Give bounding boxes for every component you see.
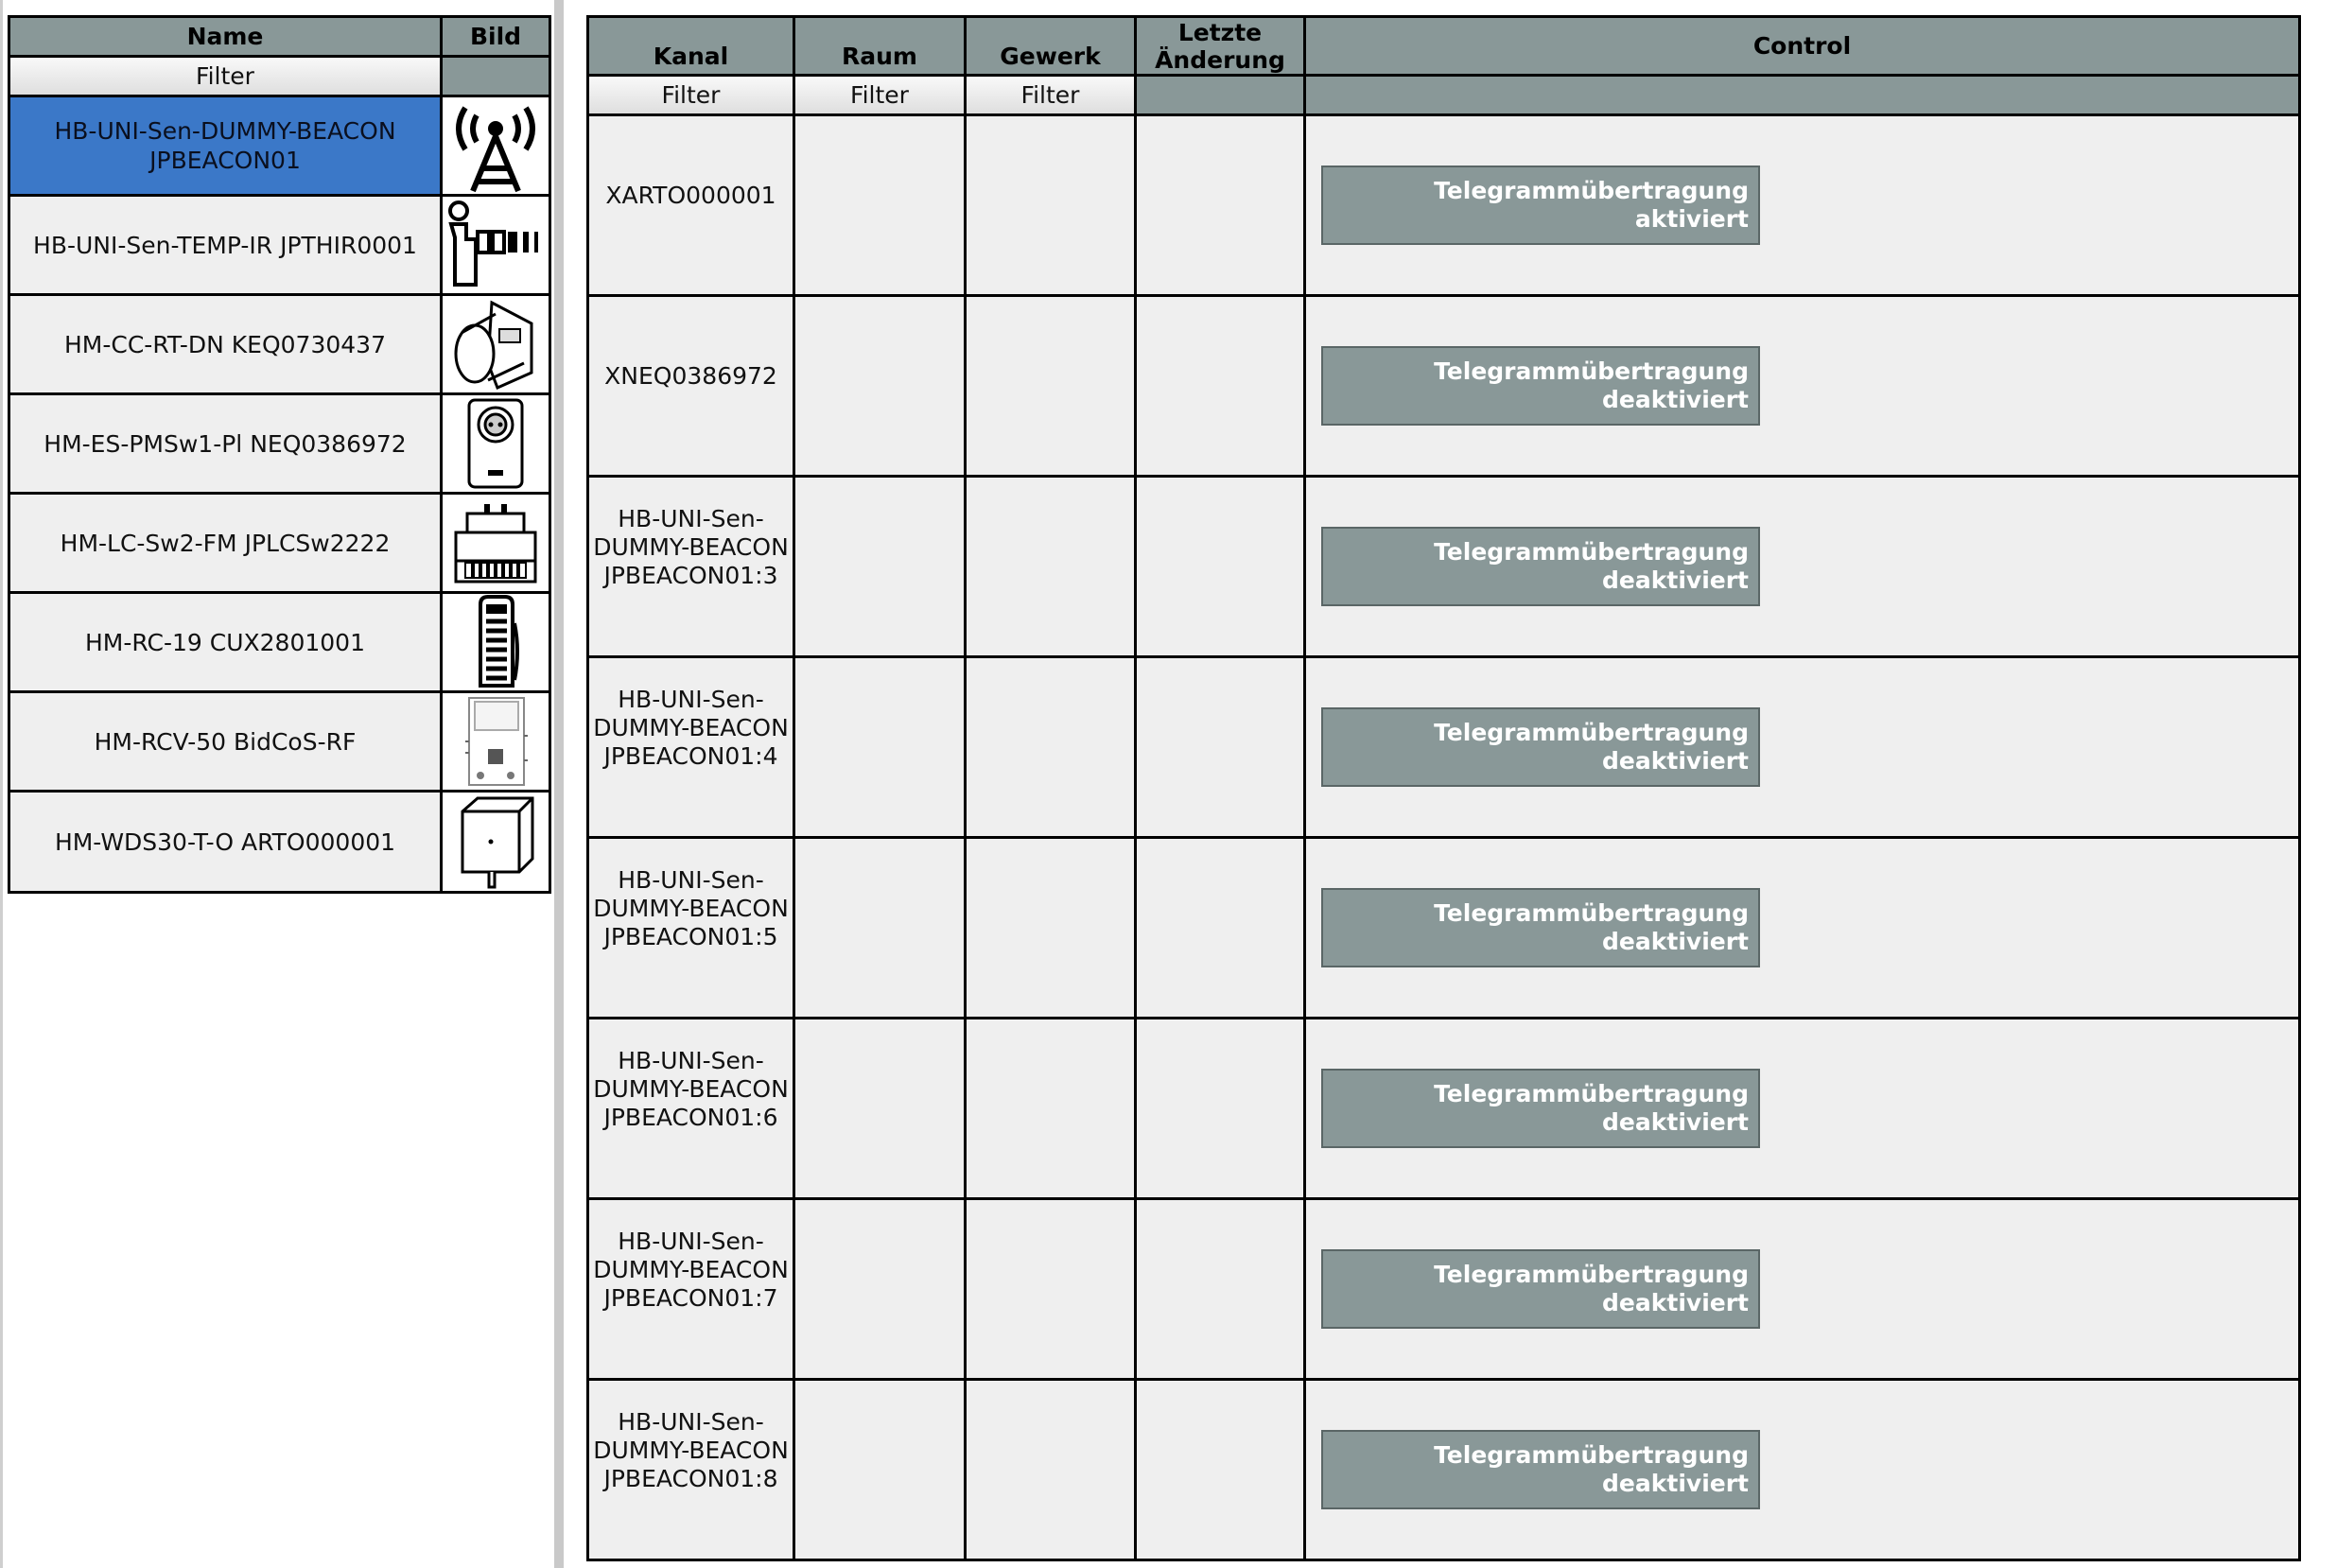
room-cell bbox=[794, 657, 966, 838]
telegram-transmission-toggle-button[interactable] bbox=[1321, 707, 1760, 787]
power-socket-icon bbox=[443, 396, 549, 491]
toggle-button-label-line1: Telegrammübertragung bbox=[1434, 1080, 1749, 1107]
channel-name-line2: DUMMY-BEACON bbox=[593, 1256, 789, 1283]
trade-cell bbox=[966, 477, 1136, 657]
last-change-cell bbox=[1136, 1199, 1305, 1380]
name-filter-button[interactable]: Filter bbox=[9, 57, 442, 96]
toggle-button-label-line1: Telegrammübertragung bbox=[1434, 719, 1749, 746]
panel-splitter[interactable] bbox=[554, 0, 564, 1568]
channel-name-cell bbox=[588, 1199, 794, 1380]
control-cell bbox=[1305, 1199, 2300, 1380]
device-name-cell[interactable] bbox=[9, 593, 442, 692]
telegram-transmission-toggle-button[interactable] bbox=[1321, 166, 1760, 245]
last-change-cell bbox=[1136, 838, 1305, 1019]
device-name-cell[interactable] bbox=[9, 96, 442, 196]
trade-filter-button[interactable]: Filter bbox=[966, 76, 1136, 115]
last-change-line1: Letzte bbox=[1177, 18, 1263, 46]
toggle-button-label-line1: Telegrammübertragung bbox=[1434, 1261, 1749, 1288]
column-header-image[interactable]: Bild bbox=[442, 17, 550, 57]
toggle-button-label-line2: deaktiviert bbox=[1602, 1108, 1749, 1136]
last-change-line2: Änderung bbox=[1155, 45, 1285, 74]
room-cell bbox=[794, 1199, 966, 1380]
device-row[interactable] bbox=[9, 593, 550, 692]
device-name-cell[interactable] bbox=[9, 394, 442, 494]
last-change-cell bbox=[1136, 1019, 1305, 1199]
channel-name-line1: HB-UNI-Sen- bbox=[618, 686, 764, 713]
telegram-transmission-toggle-button[interactable] bbox=[1321, 527, 1760, 606]
last-change-cell bbox=[1136, 296, 1305, 477]
last-change-filter-empty bbox=[1136, 76, 1305, 115]
channel-name-cell bbox=[588, 296, 794, 477]
room-cell bbox=[794, 296, 966, 477]
toggle-button-label-line2: deaktiviert bbox=[1602, 566, 1749, 594]
device-row[interactable] bbox=[9, 692, 550, 792]
temperature-sensor-icon bbox=[443, 200, 549, 290]
flush-switch-actuator-icon bbox=[443, 500, 549, 585]
toggle-button-label-line1: Telegrammübertragung bbox=[1434, 357, 1749, 385]
telegram-transmission-toggle-button[interactable] bbox=[1321, 346, 1760, 426]
channel-name-line3: JPBEACON01:7 bbox=[603, 1284, 778, 1312]
device-name-cell[interactable] bbox=[9, 494, 442, 593]
trade-cell bbox=[966, 296, 1136, 477]
trade-cell bbox=[966, 1199, 1136, 1380]
column-header-name[interactable]: Name bbox=[9, 17, 442, 57]
room-cell bbox=[794, 115, 966, 296]
device-row[interactable] bbox=[9, 295, 550, 394]
toggle-button-label-line2: deaktiviert bbox=[1602, 386, 1749, 413]
image-filter-empty bbox=[442, 57, 550, 96]
device-name-line1: HM-ES-PMSw1-Pl NEQ0386972 bbox=[44, 429, 407, 458]
control-cell bbox=[1305, 296, 2300, 477]
channel-name-cell bbox=[588, 1380, 794, 1560]
channel-name-line1: HB-UNI-Sen- bbox=[618, 1047, 764, 1074]
channel-name-line3: JPBEACON01:5 bbox=[603, 923, 778, 950]
room-cell bbox=[794, 477, 966, 657]
column-header-control[interactable]: Control bbox=[1305, 17, 2300, 76]
last-change-cell bbox=[1136, 115, 1305, 296]
device-row[interactable] bbox=[9, 196, 550, 295]
device-row[interactable] bbox=[9, 792, 550, 893]
trade-cell bbox=[966, 1019, 1136, 1199]
device-name-line2: JPBEACON01 bbox=[149, 147, 301, 174]
remote-control-icon bbox=[443, 595, 549, 689]
channel-row bbox=[588, 296, 2300, 477]
device-name-line1: HM-RCV-50 BidCoS-RF bbox=[94, 727, 357, 756]
channel-name-line1: HB-UNI-Sen- bbox=[618, 866, 764, 894]
trade-cell bbox=[966, 115, 1136, 296]
weather-sensor-box-icon bbox=[443, 793, 549, 891]
channel-name-cell bbox=[588, 838, 794, 1019]
channel-table bbox=[586, 15, 2301, 1561]
virtual-remote-board-icon bbox=[443, 694, 549, 789]
control-cell bbox=[1305, 477, 2300, 657]
control-cell bbox=[1305, 115, 2300, 296]
channel-name-cell bbox=[588, 657, 794, 838]
column-header-last-change[interactable] bbox=[1136, 17, 1305, 76]
last-change-cell bbox=[1136, 657, 1305, 838]
room-filter-button[interactable]: Filter bbox=[794, 76, 966, 115]
channel-name-cell bbox=[588, 477, 794, 657]
device-name-cell[interactable] bbox=[9, 196, 442, 295]
channel-list-panel bbox=[586, 15, 2298, 1561]
channel-name-line3: JPBEACON01:4 bbox=[603, 742, 778, 770]
control-filter-empty bbox=[1305, 76, 2300, 115]
device-name-line1: HB-UNI-Sen-DUMMY-BEACON bbox=[54, 117, 396, 145]
control-cell bbox=[1305, 1019, 2300, 1199]
device-image-cell[interactable] bbox=[442, 295, 550, 394]
channel-filter-button[interactable]: Filter bbox=[588, 76, 794, 115]
radio-tower-icon bbox=[443, 98, 549, 193]
telegram-transmission-toggle-button[interactable] bbox=[1321, 888, 1760, 967]
device-name-cell[interactable] bbox=[9, 692, 442, 792]
trade-cell bbox=[966, 657, 1136, 838]
device-name-cell[interactable] bbox=[9, 295, 442, 394]
channel-name-line1: XNEQ0386972 bbox=[604, 362, 777, 390]
device-list-panel bbox=[8, 15, 549, 894]
device-row[interactable] bbox=[9, 394, 550, 494]
toggle-button-label-line2: deaktiviert bbox=[1602, 747, 1749, 775]
radiator-thermostat-icon bbox=[443, 297, 549, 392]
device-name-line1: HM-CC-RT-DN KEQ0730437 bbox=[64, 330, 386, 358]
telegram-transmission-toggle-button[interactable] bbox=[1321, 1430, 1760, 1509]
device-name-line1: HB-UNI-Sen-TEMP-IR JPTHIR0001 bbox=[33, 231, 417, 259]
room-cell bbox=[794, 1019, 966, 1199]
device-image-cell[interactable] bbox=[442, 692, 550, 792]
channel-name-line1: XARTO000001 bbox=[605, 182, 776, 209]
channel-name-line2: DUMMY-BEACON bbox=[593, 1437, 789, 1464]
toggle-button-label-line1: Telegrammübertragung bbox=[1434, 538, 1749, 566]
device-image-cell[interactable] bbox=[442, 96, 550, 196]
device-name-line1: HM-WDS30-T-O ARTO000001 bbox=[54, 828, 396, 856]
channel-row bbox=[588, 1199, 2300, 1380]
channel-name-line3: JPBEACON01:3 bbox=[603, 562, 778, 589]
trade-cell bbox=[966, 838, 1136, 1019]
toggle-button-label-line2: aktiviert bbox=[1634, 205, 1749, 233]
toggle-button-label-line2: deaktiviert bbox=[1602, 928, 1749, 955]
column-header-trade[interactable]: Gewerk bbox=[966, 17, 1136, 76]
device-row[interactable] bbox=[9, 96, 550, 196]
channel-row bbox=[588, 657, 2300, 838]
telegram-transmission-toggle-button[interactable] bbox=[1321, 1249, 1760, 1329]
toggle-button-label-line1: Telegrammübertragung bbox=[1434, 1441, 1749, 1469]
channel-name-line2: DUMMY-BEACON bbox=[593, 895, 789, 922]
channel-name-line3: JPBEACON01:8 bbox=[603, 1465, 778, 1492]
channel-name-line2: DUMMY-BEACON bbox=[593, 533, 789, 561]
toggle-button-label-line1: Telegrammübertragung bbox=[1434, 177, 1749, 204]
channel-row bbox=[588, 1019, 2300, 1199]
channel-name-line2: DUMMY-BEACON bbox=[593, 714, 789, 741]
last-change-cell bbox=[1136, 1380, 1305, 1560]
device-table bbox=[8, 15, 551, 894]
device-image-cell[interactable] bbox=[442, 394, 550, 494]
column-header-channel[interactable]: Kanal bbox=[588, 17, 794, 76]
channel-row bbox=[588, 477, 2300, 657]
device-image-cell[interactable] bbox=[442, 196, 550, 295]
device-row[interactable] bbox=[9, 494, 550, 593]
control-cell bbox=[1305, 838, 2300, 1019]
trade-cell bbox=[966, 1380, 1136, 1560]
room-cell bbox=[794, 1380, 966, 1560]
channel-row bbox=[588, 838, 2300, 1019]
device-name-line1: HM-RC-19 CUX2801001 bbox=[85, 628, 365, 656]
control-cell bbox=[1305, 1380, 2300, 1560]
last-change-cell bbox=[1136, 477, 1305, 657]
toggle-button-label-line1: Telegrammübertragung bbox=[1434, 899, 1749, 927]
channel-name-cell bbox=[588, 115, 794, 296]
channel-name-line3: JPBEACON01:6 bbox=[603, 1104, 778, 1131]
channel-name-line2: DUMMY-BEACON bbox=[593, 1075, 789, 1103]
channel-row bbox=[588, 115, 2300, 296]
channel-name-line1: HB-UNI-Sen- bbox=[618, 1408, 764, 1436]
toggle-button-label-line2: deaktiviert bbox=[1602, 1470, 1749, 1497]
channel-row bbox=[588, 1380, 2300, 1560]
telegram-transmission-toggle-button[interactable] bbox=[1321, 1069, 1760, 1148]
channel-name-line1: HB-UNI-Sen- bbox=[618, 505, 764, 532]
column-header-room[interactable]: Raum bbox=[794, 17, 966, 76]
channel-name-line1: HB-UNI-Sen- bbox=[618, 1228, 764, 1255]
channel-name-cell bbox=[588, 1019, 794, 1199]
window-left-edge bbox=[0, 0, 3, 1568]
device-image-cell[interactable] bbox=[442, 593, 550, 692]
room-cell bbox=[794, 838, 966, 1019]
device-image-cell[interactable] bbox=[442, 494, 550, 593]
toggle-button-label-line2: deaktiviert bbox=[1602, 1289, 1749, 1316]
control-cell bbox=[1305, 657, 2300, 838]
device-image-cell[interactable] bbox=[442, 792, 550, 893]
device-name-line1: HM-LC-Sw2-FM JPLCSw2222 bbox=[60, 529, 391, 557]
device-name-cell[interactable] bbox=[9, 792, 442, 893]
